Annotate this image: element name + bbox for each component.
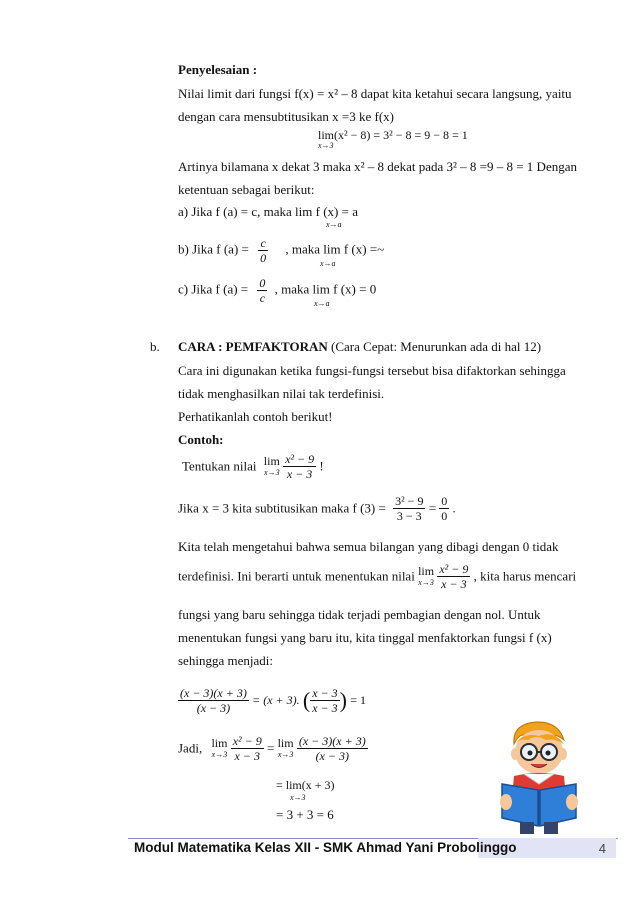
- page-number: 4: [598, 841, 606, 856]
- section-b-marker: b.: [150, 339, 160, 354]
- jadi-fraction-1: $\frac{\text{x² − 9}}{x - 3}$: [232, 734, 262, 763]
- jadi-limit-1: lim x→3: [211, 735, 228, 759]
- para2-fraction: $\frac{\text{x² − 9}}{x - 3}$: [439, 562, 469, 591]
- result-line-1-subscript: x→3: [290, 793, 306, 802]
- result-line-2: = 3 + 3 = 6: [276, 807, 334, 822]
- factor-fraction-2: $\frac{x - 3}{x - 3}$: [312, 686, 338, 715]
- equation-1: lim(x² − 8) = 3² − 8 = 9 − 8 = 1 x→3: [318, 128, 468, 150]
- substitution-fraction-1: $\frac{\text{3² − 9}}{3 - 3}$: [395, 494, 424, 523]
- task-line: Tentukan nilai lim x→3 $\frac{\text{x² − 9}}{x - 3}$ !: [182, 452, 324, 481]
- jadi-line: Jadi, lim x→3 $\frac{\text{x² − 9}}{x - 3}$ = lim x→3 $\frac{(x - 3)(x + 3)}{(x - 3)}$: [178, 734, 366, 763]
- factor-fraction-1: $\frac{(x - 3)(x + 3)}{(x - 3)}$: [180, 686, 247, 715]
- jadi-fraction-2: $\frac{(x - 3)(x + 3)}{(x - 3)}$: [298, 734, 366, 763]
- footer-title: Modul Matematika Kelas XII - SMK Ahmad Yani Probolinggo: [134, 840, 517, 855]
- solution-line-4: ketentuan sebagai berikut:: [178, 182, 315, 197]
- solution-line-1: Nilai limit dari fungsi f(x) = x² – 8 dapat kita ketahui secara langsung, yaitu: [178, 86, 572, 101]
- rule-c-subscript: x→a: [314, 299, 330, 308]
- solution-heading: Penyelesaian :: [178, 62, 258, 77]
- boy-reading-book-icon: [484, 718, 594, 836]
- jadi-limit-2: lim x→3: [277, 735, 294, 759]
- rule-b: b) Jika f (a) = $\frac{c}{0}$ , maka lim f (x) =~ x→a: [178, 236, 385, 268]
- para2-line-5: sehingga menjadi:: [178, 653, 273, 668]
- substitution-line: Jika x = 3 kita subtitusikan maka f (3) = $\frac{\text{3² − 9}}{3 - 3}$ = $\frac{0}{0}$ .: [178, 494, 456, 523]
- para2-line-1: Kita telah mengetahui bahwa semua bilangan yang dibagi dengan 0 tidak: [178, 539, 559, 554]
- substitution-fraction-2: $\frac{0}{0}$: [441, 494, 448, 523]
- para2-limit: lim x→3: [418, 563, 435, 587]
- para1-line-3: Perhatikanlah contoh berikut!: [178, 409, 333, 424]
- factor-equation: $\frac{(x - 3)(x + 3)}{(x - 3)}$ = (x + 3). ( $\frac{x - 3}{x - 3}$ ) = 1: [180, 686, 366, 715]
- solution-line-3: Artinya bilamana x dekat 3 maka x² – 8 dekat pada 3² – 8 =9 – 8 = 1 Dengan: [178, 159, 577, 174]
- rule-c: c) Jika f (a) = $\frac{0}{c}$ , maka lim f (x) = 0 x→a: [178, 276, 377, 308]
- rule-b-fraction: $\frac{c}{0}$: [260, 236, 267, 265]
- rule-a-subscript: x→a: [326, 220, 342, 229]
- para2-line-3: fungsi yang baru sehingga tidak terjadi pembagian dengan nol. Untuk: [178, 607, 541, 622]
- rule-c-fraction: $\frac{0}{c}$: [259, 276, 266, 305]
- rule-b-subscript: x→a: [320, 259, 336, 268]
- para2-line-2: terdefinisi. Ini berarti untuk menentukan nilai lim x→3 $\frac{\text{x² − 9}}{x - 3}$ , kita harus mencari: [178, 562, 577, 591]
- result-line-1: = lim(x + 3) x→3: [276, 778, 335, 802]
- para2-line-4: menentukan fungsi yang baru itu, kita tinggal menfaktorkan fungsi f (x): [178, 630, 552, 645]
- solution-line-2: dengan cara mensubtitusikan x =3 ke f(x): [178, 109, 394, 124]
- contoh-label: Contoh:: [178, 432, 224, 447]
- task-limit: lim x→3: [263, 453, 280, 477]
- para1-line-2: tidak menghasilkan nilai tak terdefinisi.: [178, 386, 385, 401]
- para1-line-1: Cara ini digunakan ketika fungsi-fungsi tersebut bisa difaktorkan sehingga: [178, 363, 566, 378]
- task-fraction: $\frac{\text{x² − 9}}{x - 3}$: [285, 452, 315, 481]
- section-b-title: CARA : PEMFAKTORAN (Cara Cepat: Menurunkan ada di hal 12): [178, 339, 542, 354]
- rule-a: a) Jika f (a) = c, maka lim f (x) = a x→a: [178, 204, 358, 229]
- equation-1-subscript: x→3: [318, 141, 334, 150]
